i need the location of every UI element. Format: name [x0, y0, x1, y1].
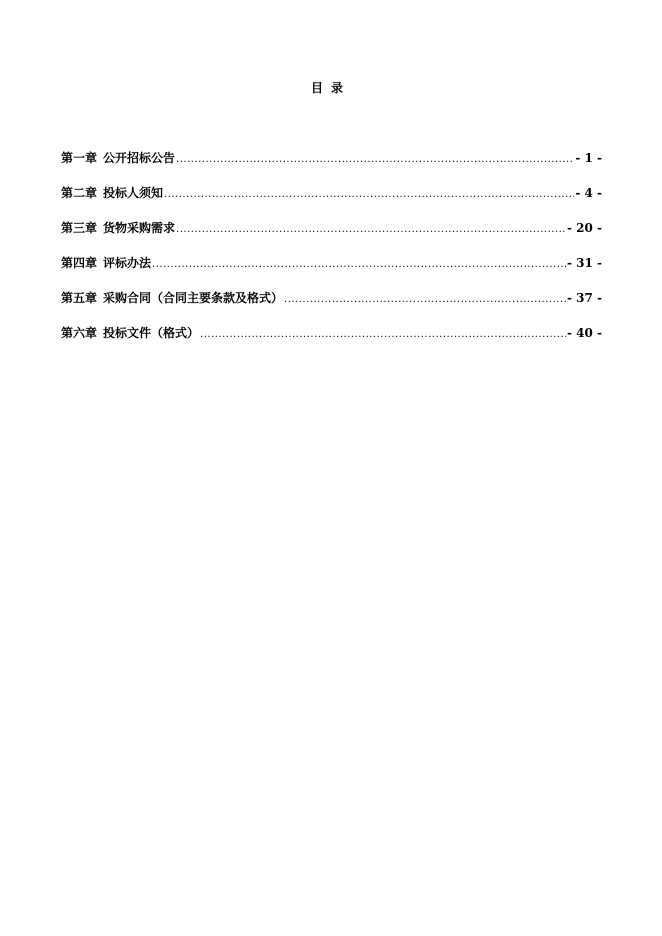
toc-dot-leader: [164, 187, 574, 203]
toc-page-number: - 31 -: [566, 256, 602, 270]
toc-entry[interactable]: [61, 255, 602, 290]
toc-dot-leader: [152, 257, 566, 273]
toc-chapter-title: 投标人须知: [103, 186, 164, 200]
toc-dot-leader: [176, 222, 566, 238]
toc-entry[interactable]: [61, 325, 602, 360]
toc-entry[interactable]: [61, 220, 602, 255]
toc-chapter-number: 第六章: [61, 326, 98, 340]
toc-page-number: - 4 -: [575, 186, 602, 200]
toc-chapter-title: 投标文件（格式）: [103, 326, 200, 340]
toc-page-number: - 40 -: [566, 326, 602, 340]
page-title: 目录: [310, 81, 351, 95]
toc-dot-leader: [200, 327, 566, 343]
toc-chapter-number: 第三章: [61, 221, 98, 235]
toc-dot-leader: [176, 152, 574, 168]
toc-entry[interactable]: [61, 290, 602, 325]
toc-page-number: - 37 -: [566, 291, 602, 305]
toc-entry[interactable]: [61, 150, 602, 185]
toc-chapter-title: 评标办法: [103, 256, 152, 270]
toc-chapter-number: 第一章: [61, 151, 98, 165]
toc-page-number: - 20 -: [566, 221, 602, 235]
toc-dot-leader: [284, 292, 566, 308]
toc-chapter-number: 第四章: [61, 256, 98, 270]
toc-chapter-title: 公开招标公告: [103, 151, 176, 165]
toc-entry[interactable]: [61, 185, 602, 220]
toc-chapter-title: 采购合同（合同主要条款及格式）: [103, 291, 284, 305]
toc-chapter-number: 第五章: [61, 291, 98, 305]
toc-chapter-number: 第二章: [61, 186, 98, 200]
table-of-contents: [61, 150, 602, 360]
toc-page-number: - 1 -: [575, 151, 602, 165]
toc-chapter-title: 货物采购需求: [103, 221, 176, 235]
